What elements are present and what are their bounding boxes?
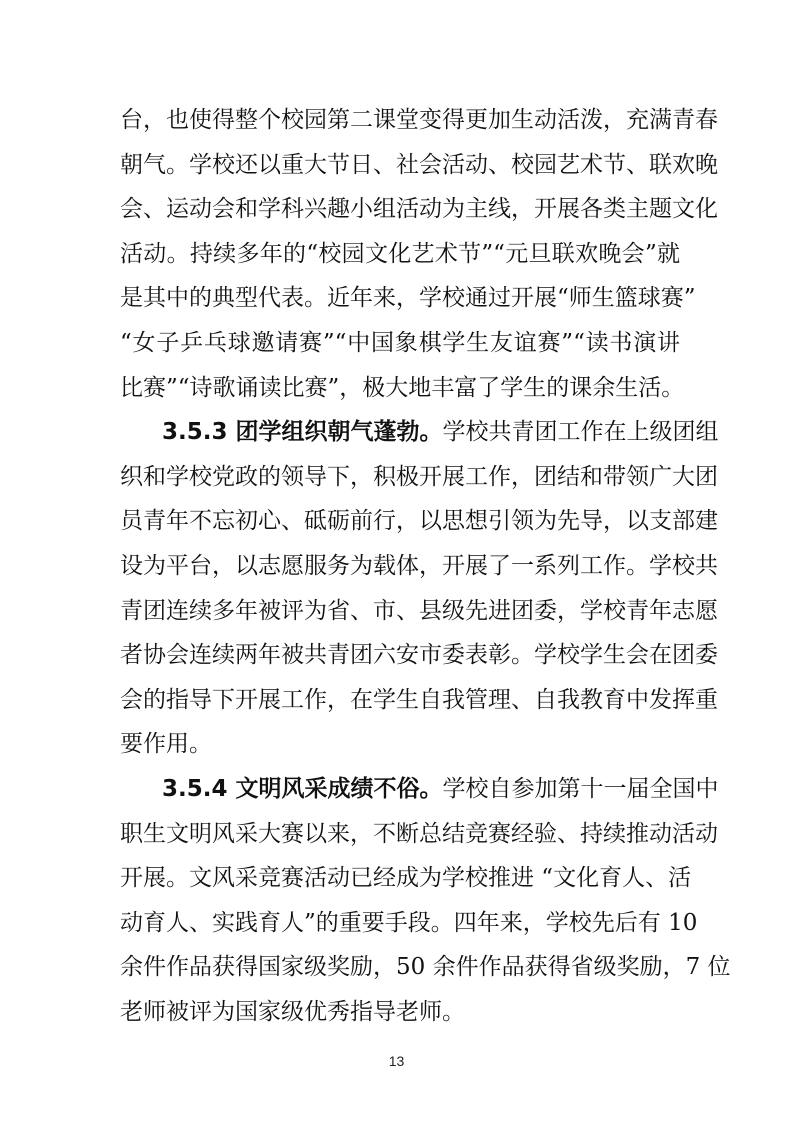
paragraph-line: 朝气。学校还以重大节日、社会活动、校园艺术节、联欢晚 [120,152,718,178]
paragraph-line: 职生文明风采大赛以来，不断总结竞赛经验、持续推动活动 [120,821,718,847]
section-354-lead-text: 学校自参加第十一届全国中 [442,776,719,802]
paragraph-line: 比赛”“诗歌诵读比赛”，极大地丰富了学生的课余生活。 [120,375,685,401]
paragraph-line: 者协会连续两年被共青团六安市委表彰。学校学生会在团委 [120,642,718,668]
paragraph-line: 员青年不忘初心、砥砺前行，以思想引领为先导，以支部建 [120,508,718,534]
paragraph-line: 设为平台，以志愿服务为载体，开展了一系列工作。学校共 [120,553,718,579]
paragraph-line: 会的指导下开展工作，在学生自我管理、自我教育中发挥重 [120,687,718,713]
paragraph-line: 会、运动会和学科兴趣小组活动为主线，开展各类主题文化 [120,196,718,222]
paragraph-line: 是其中的典型代表。近年来，学校通过开展“师生篮球赛” [120,285,696,311]
paragraph-line: 台，也使得整个校园第二课堂变得更加生动活泼，充满青春 [120,107,718,133]
paragraph-line: “女子乒乓球邀请赛”“中国象棋学生友谊赛”“读书演讲 [120,330,680,356]
section-heading-354: 3.5.4 文明风采成绩不俗。 [162,776,443,802]
section-353-lead-text: 学校共青团工作在上级团组 [442,419,719,445]
paragraph-line: 活动。持续多年的“校园文化艺术节”“元旦联欢晚会”就 [120,241,680,267]
paragraph-line: 要作用。 [120,731,212,757]
paragraph-line: 老师被评为国家级优秀指导老师。 [120,999,465,1025]
paragraph-line: 动育人、实践育人”的重要手段。四年来，学校先后有 10 [120,910,698,936]
section-354-first-line [162,769,719,809]
paragraph-line: 开展。文风采竞赛活动已经成为学校推进 “文化育人、活 [120,865,692,891]
page-number: 13 [388,1053,405,1069]
section-353-first-line [162,412,719,452]
paragraph-line: 青团连续多年被评为省、市、县级先进团委，学校青年志愿 [120,598,718,624]
section-heading-353: 3.5.3 团学组织朝气蓬勃。 [162,419,443,445]
paragraph-line: 余件作品获得国家级奖励，50 余件作品获得省级奖励，7 位 [120,954,731,980]
paragraph-line: 织和学校党政的领导下，积极开展工作，团结和带领广大团 [120,464,718,490]
